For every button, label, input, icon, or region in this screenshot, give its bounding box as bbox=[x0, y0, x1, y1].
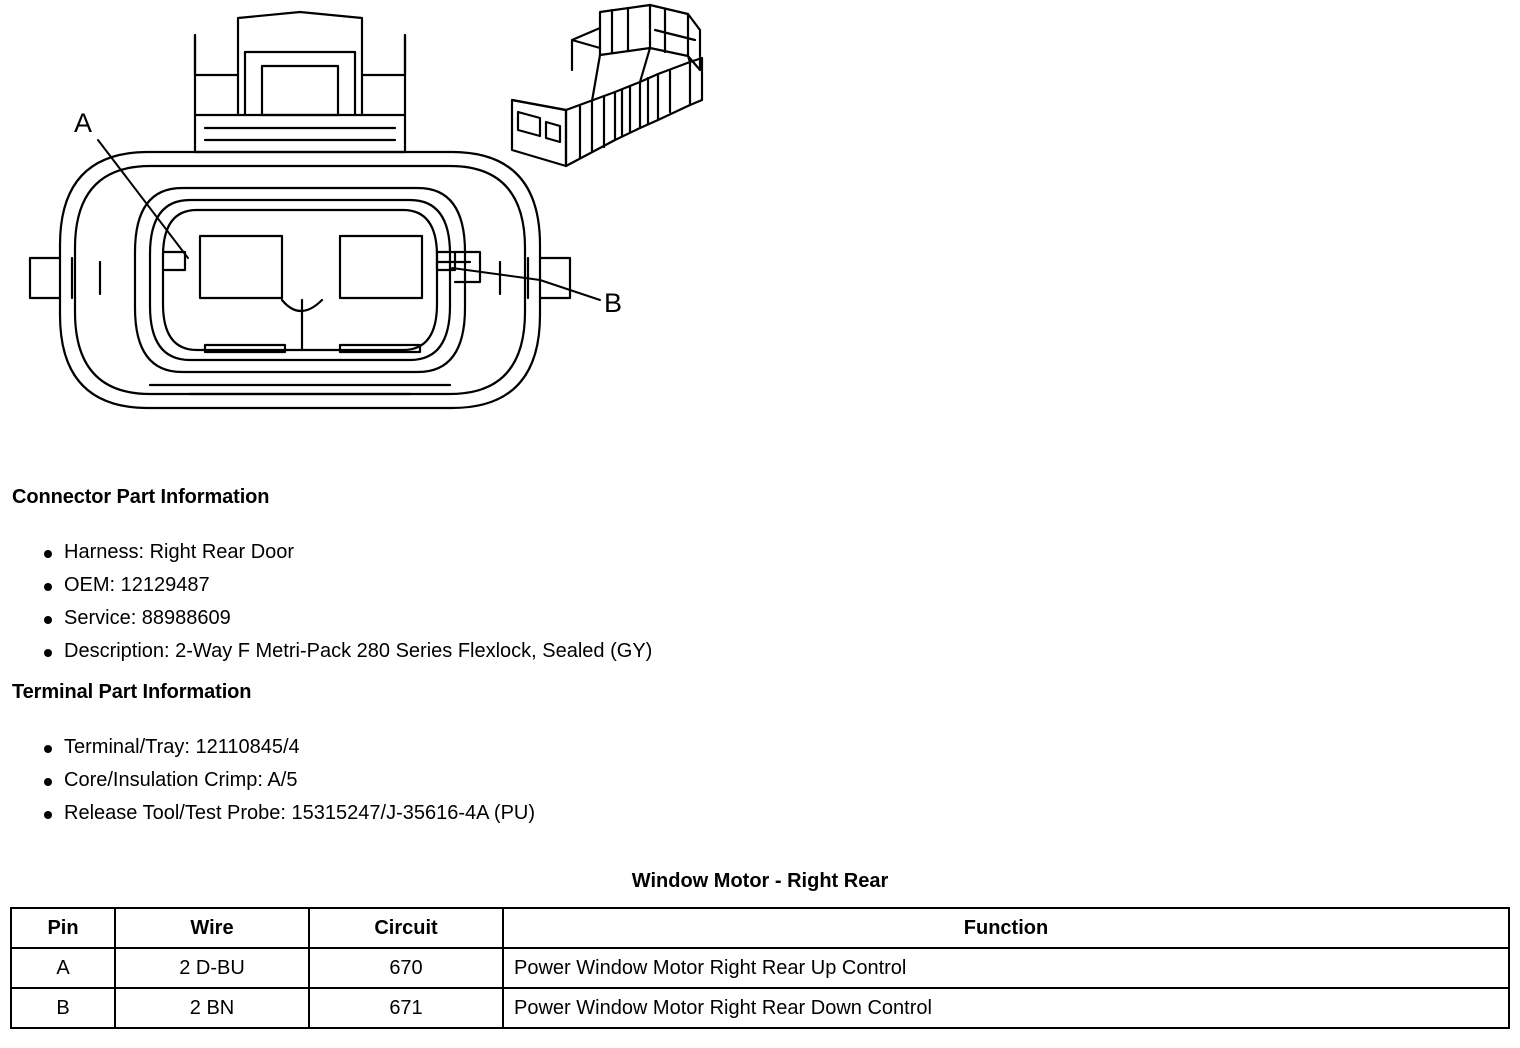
column-header-function: Function bbox=[503, 908, 1509, 948]
pinout-table bbox=[10, 907, 1510, 1029]
connector-part-information-heading: Connector Part Information bbox=[12, 486, 270, 508]
table-header-row bbox=[11, 908, 1509, 948]
list-item: Harness: Right Rear Door bbox=[12, 536, 652, 569]
column-header-wire: Wire bbox=[115, 908, 309, 948]
list-item: Description: 2-Way F Metri-Pack 280 Series Flexlock, Sealed (GY) bbox=[12, 635, 652, 668]
cell-wire: 2 BN bbox=[115, 988, 309, 1028]
connector-diagram bbox=[0, 0, 780, 450]
cell-wire: 2 D-BU bbox=[115, 948, 309, 988]
pinout-table-title: Window Motor - Right Rear bbox=[631, 870, 889, 892]
terminal-part-information-heading: Terminal Part Information bbox=[12, 681, 252, 703]
cell-pin: A bbox=[11, 948, 115, 988]
column-header-pin: Pin bbox=[11, 908, 115, 948]
list-item: Terminal/Tray: 12110845/4 bbox=[12, 731, 535, 764]
cell-function: Power Window Motor Right Rear Up Control bbox=[503, 948, 1509, 988]
list-item: Core/Insulation Crimp: A/5 bbox=[12, 764, 535, 797]
callout-label-a: A bbox=[74, 108, 93, 138]
list-item: Release Tool/Test Probe: 15315247/J-35616-4A (PU) bbox=[12, 797, 535, 830]
column-header-circuit: Circuit bbox=[309, 908, 503, 948]
cell-function: Power Window Motor Right Rear Down Control bbox=[503, 988, 1509, 1028]
callout-label-b: B bbox=[604, 288, 623, 318]
cell-circuit: 670 bbox=[309, 948, 503, 988]
cell-circuit: 671 bbox=[309, 988, 503, 1028]
terminal-part-information-list bbox=[12, 731, 535, 830]
connector-illustration bbox=[0, 0, 780, 450]
table-row bbox=[11, 988, 1509, 1028]
cell-pin: B bbox=[11, 988, 115, 1028]
list-item: Service: 88988609 bbox=[12, 602, 652, 635]
table-row bbox=[11, 948, 1509, 988]
connector-part-information-list bbox=[12, 536, 652, 668]
list-item: OEM: 12129487 bbox=[12, 569, 652, 602]
